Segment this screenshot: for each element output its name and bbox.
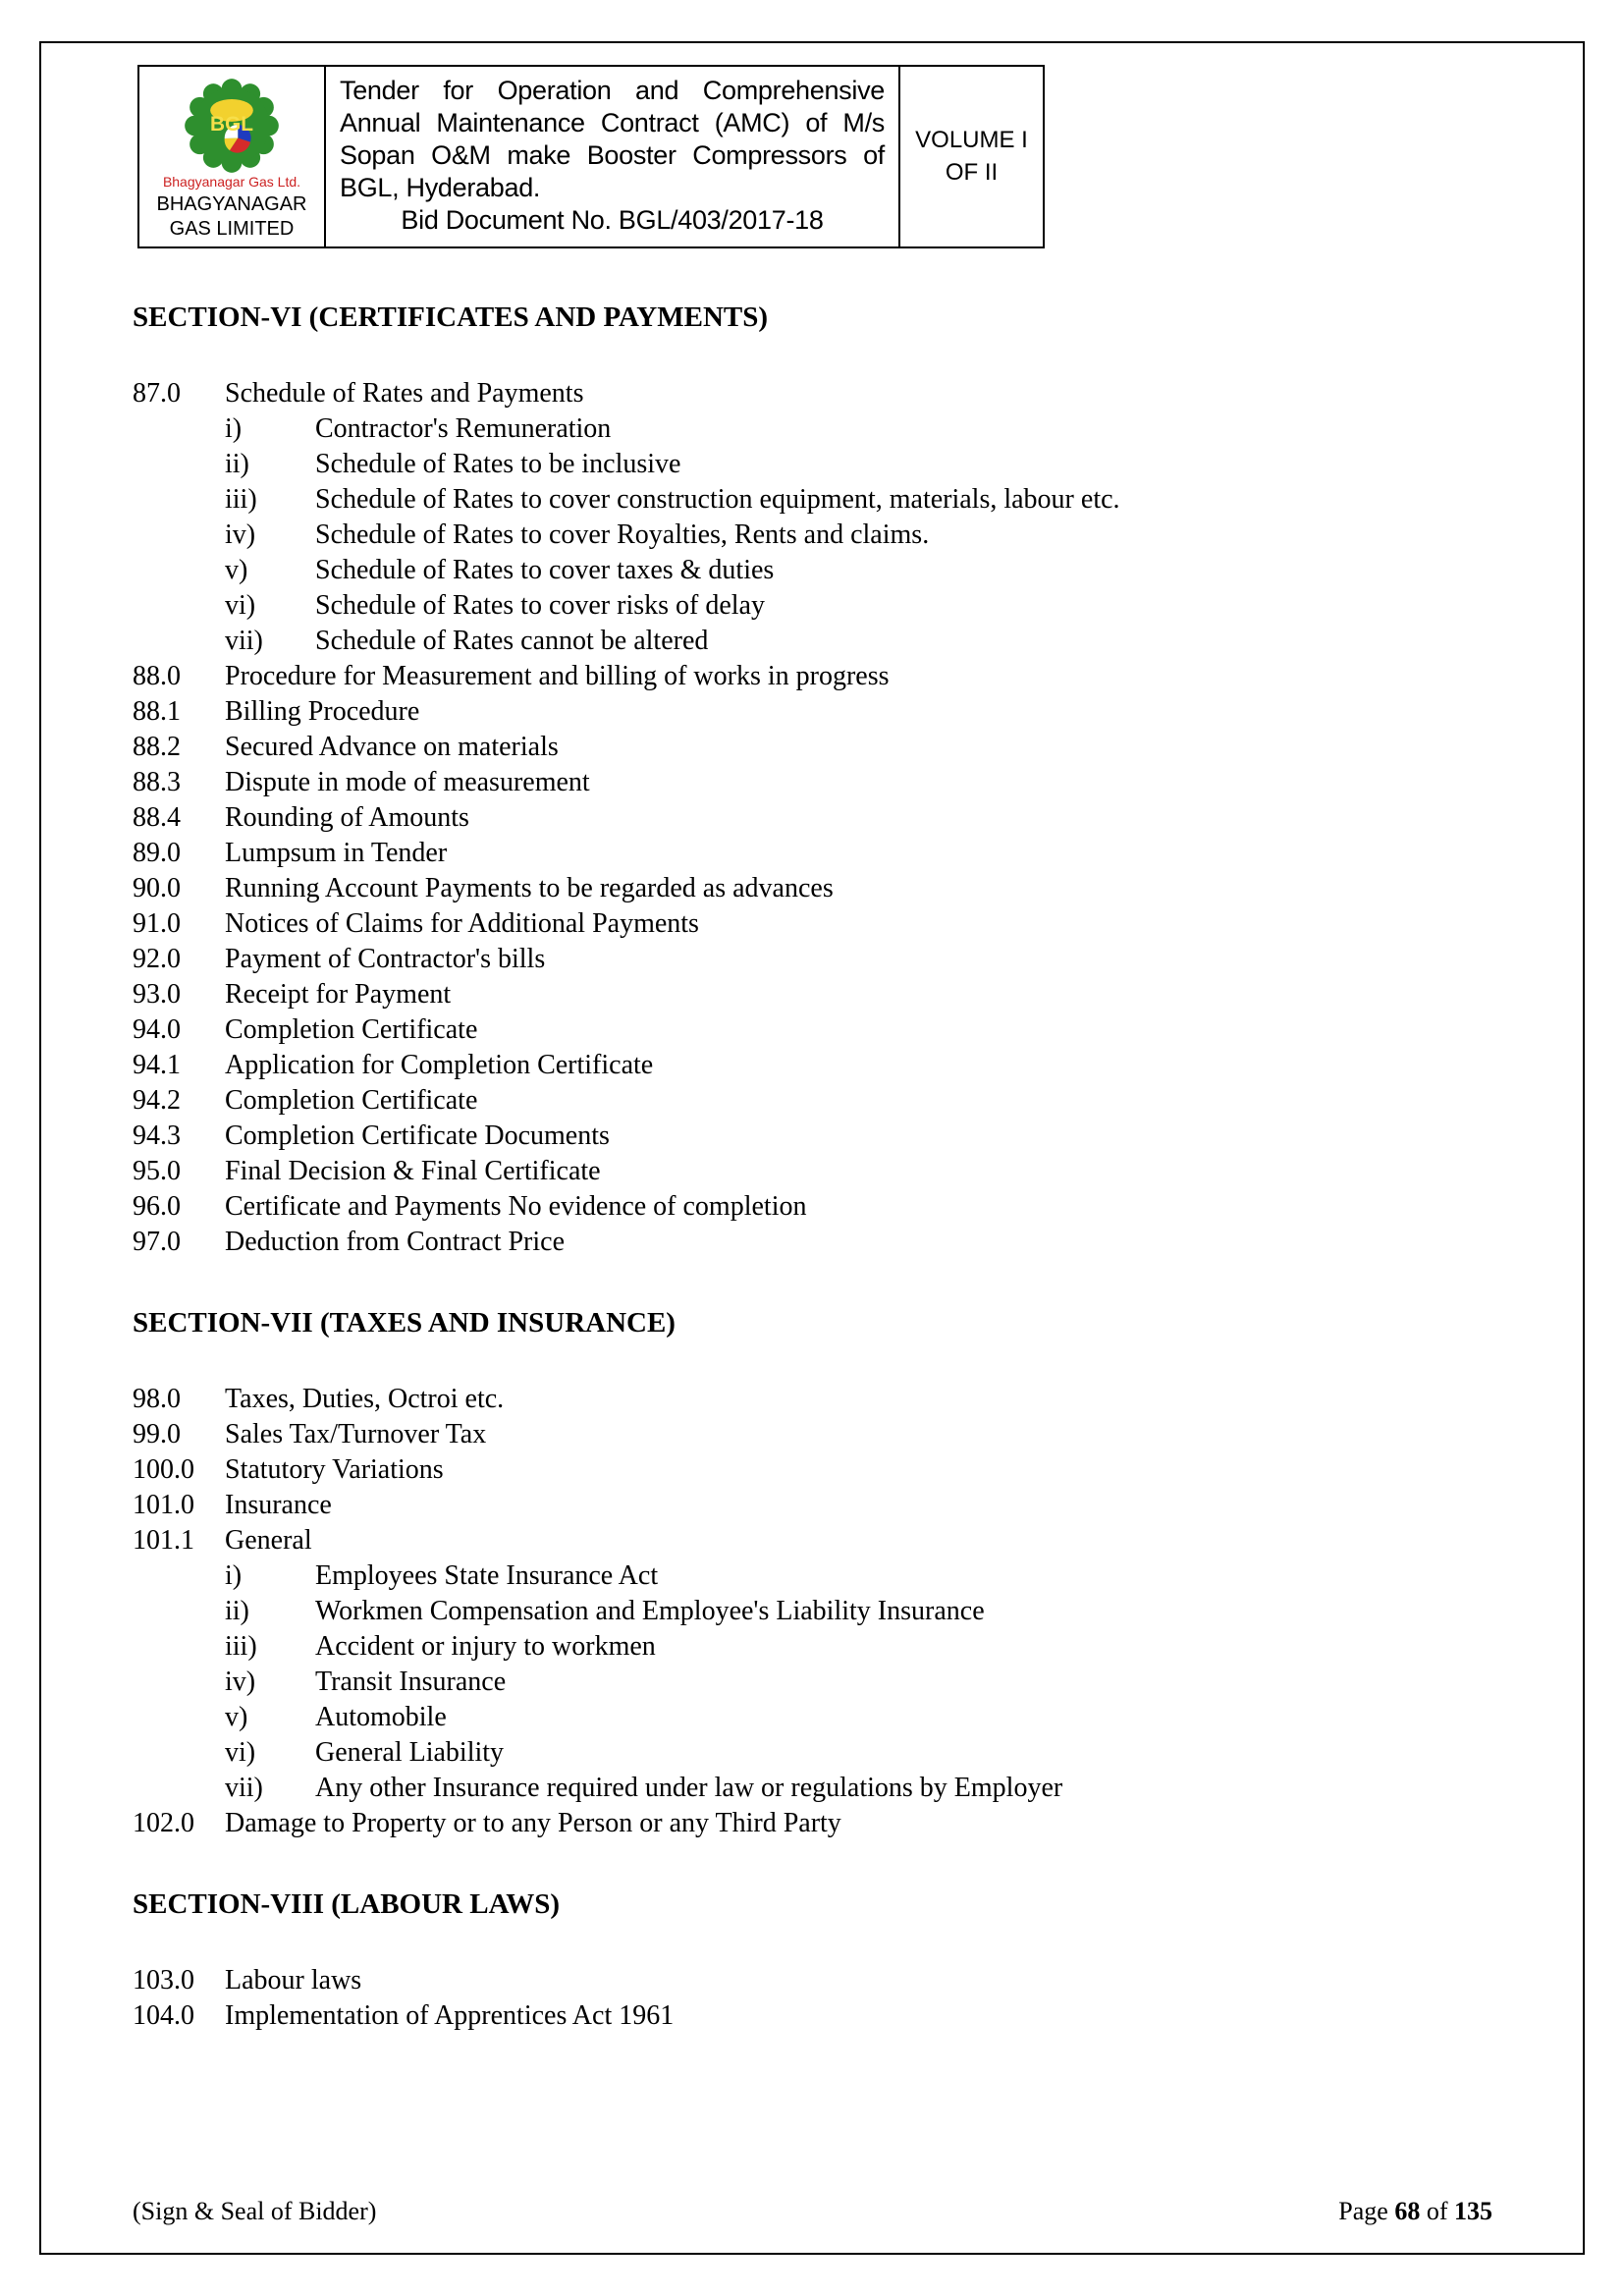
toc-subitem bbox=[133, 482, 1492, 518]
item-number: 88.1 bbox=[133, 696, 181, 728]
item-number: 94.2 bbox=[133, 1085, 181, 1117]
toc-item bbox=[133, 1417, 1492, 1452]
page-total: 135 bbox=[1454, 2197, 1492, 2225]
item-text: Any other Insurance required under law or regulations by Employer bbox=[315, 1773, 1063, 1804]
toc-item bbox=[133, 942, 1492, 977]
item-text: Final Decision & Final Certificate bbox=[225, 1156, 601, 1187]
item-text: Insurance bbox=[225, 1490, 332, 1521]
toc-item bbox=[133, 376, 1492, 411]
section-heading: SECTION-VI (CERTIFICATES AND PAYMENTS) bbox=[133, 301, 769, 334]
item-number: 97.0 bbox=[133, 1227, 181, 1258]
item-number: v) bbox=[225, 1702, 248, 1733]
item-number: 89.0 bbox=[133, 838, 181, 869]
item-number: v) bbox=[225, 555, 248, 586]
item-number: vi) bbox=[225, 1737, 256, 1769]
sign-seal-note: (Sign & Seal of Bidder) bbox=[133, 2197, 377, 2225]
toc-item bbox=[133, 836, 1492, 871]
item-number: ii) bbox=[225, 1596, 249, 1627]
toc-item bbox=[133, 1998, 1492, 2034]
page-number bbox=[1338, 2196, 1492, 2227]
item-text: Contractor's Remuneration bbox=[315, 413, 612, 445]
toc-subitem bbox=[133, 1771, 1492, 1806]
bid-doc-number: Bid Document No. BGL/403/2017-18 bbox=[401, 204, 824, 235]
item-text: Damage to Property or to any Person or any Third Party bbox=[225, 1808, 841, 1839]
sections bbox=[133, 254, 1492, 2034]
toc-item bbox=[133, 800, 1492, 836]
volume-cell bbox=[900, 67, 1043, 246]
item-number: iii) bbox=[225, 1631, 257, 1663]
item-number: iii) bbox=[225, 484, 257, 516]
toc-subitem bbox=[133, 1558, 1492, 1594]
logo-text: BGL bbox=[210, 113, 253, 137]
toc-item bbox=[133, 1119, 1492, 1154]
item-text: Procedure for Measurement and billing of works in progress bbox=[225, 661, 890, 692]
item-number: 96.0 bbox=[133, 1191, 181, 1223]
item-number: 99.0 bbox=[133, 1419, 181, 1450]
toc-subitem bbox=[133, 1629, 1492, 1665]
item-text: Schedule of Rates to cover risks of delay bbox=[315, 590, 765, 622]
item-number: vii) bbox=[225, 626, 263, 657]
section-heading: SECTION-VIII (LABOUR LAWS) bbox=[133, 1888, 561, 1921]
toc-item bbox=[133, 765, 1492, 800]
toc-subitem bbox=[133, 1735, 1492, 1771]
item-number: ii) bbox=[225, 449, 249, 480]
item-text: Schedule of Rates to cover taxes & duties bbox=[315, 555, 775, 586]
toc-subitem bbox=[133, 1700, 1492, 1735]
item-number: 101.1 bbox=[133, 1525, 194, 1557]
item-number: 98.0 bbox=[133, 1384, 181, 1415]
toc-subitem bbox=[133, 1665, 1492, 1700]
item-number: iv) bbox=[225, 1667, 256, 1698]
item-text: Dispute in mode of measurement bbox=[225, 767, 590, 798]
section-heading: SECTION-VII (TAXES AND INSURANCE) bbox=[133, 1307, 676, 1339]
bgl-logo-icon bbox=[181, 75, 283, 177]
item-number: 94.1 bbox=[133, 1050, 181, 1081]
item-number: i) bbox=[225, 413, 243, 445]
page-content bbox=[39, 41, 1585, 2255]
item-text: Workmen Compensation and Employee's Liability Insurance bbox=[315, 1596, 985, 1627]
item-text: Running Account Payments to be regarded as advances bbox=[225, 873, 834, 904]
item-number: 87.0 bbox=[133, 378, 181, 410]
toc-item bbox=[133, 871, 1492, 906]
toc-item bbox=[133, 1083, 1492, 1119]
toc-item bbox=[133, 694, 1492, 730]
item-number: i) bbox=[225, 1560, 243, 1592]
toc-subitem bbox=[133, 588, 1492, 624]
item-text: General Liability bbox=[315, 1737, 505, 1769]
item-number: 88.0 bbox=[133, 661, 181, 692]
item-number: 101.0 bbox=[133, 1490, 194, 1521]
item-text: Completion Certificate bbox=[225, 1014, 478, 1046]
item-text: Rounding of Amounts bbox=[225, 802, 469, 834]
item-text: Deduction from Contract Price bbox=[225, 1227, 566, 1258]
toc-item bbox=[133, 1225, 1492, 1260]
toc-subitem bbox=[133, 518, 1492, 553]
of-word: of bbox=[1420, 2197, 1454, 2225]
logo-cell bbox=[139, 67, 326, 246]
item-text: Automobile bbox=[315, 1702, 447, 1733]
item-number: 93.0 bbox=[133, 979, 181, 1011]
item-number: 88.3 bbox=[133, 767, 181, 798]
item-text: General bbox=[225, 1525, 312, 1557]
document-footer bbox=[133, 2196, 1492, 2227]
item-text: Transit Insurance bbox=[315, 1667, 507, 1698]
org-name: BHAGYANAGAR GAS LIMITED bbox=[156, 193, 307, 240]
item-text: Completion Certificate Documents bbox=[225, 1121, 610, 1152]
toc-item bbox=[133, 977, 1492, 1012]
item-number: 88.4 bbox=[133, 802, 181, 834]
tender-title: Tender for Operation and Comprehensive Annual Maintenance Contract (AMC) of M/s Sopan O&M make Booster Compressors of BGL, Hyderabad. bbox=[340, 76, 885, 202]
toc-item bbox=[133, 659, 1492, 694]
toc-item bbox=[133, 1452, 1492, 1488]
item-number: 95.0 bbox=[133, 1156, 181, 1187]
item-text: Accident or injury to workmen bbox=[315, 1631, 656, 1663]
toc-subitem bbox=[133, 447, 1492, 482]
page-current: 68 bbox=[1394, 2197, 1421, 2225]
toc-item bbox=[133, 1963, 1492, 1998]
item-text: Taxes, Duties, Octroi etc. bbox=[225, 1384, 505, 1415]
item-text: Labour laws bbox=[225, 1965, 362, 1996]
toc-item bbox=[133, 1523, 1492, 1558]
toc-item bbox=[133, 1806, 1492, 1841]
item-text: Payment of Contractor's bills bbox=[225, 944, 546, 975]
toc-item bbox=[133, 730, 1492, 765]
toc-item bbox=[133, 1154, 1492, 1189]
item-text: Lumpsum in Tender bbox=[225, 838, 448, 869]
toc-item bbox=[133, 1048, 1492, 1083]
toc-subitem bbox=[133, 553, 1492, 588]
item-text: Implementation of Apprentices Act 1961 bbox=[225, 2000, 675, 2032]
toc-subitem bbox=[133, 1594, 1492, 1629]
toc-item bbox=[133, 906, 1492, 942]
toc-subitem bbox=[133, 624, 1492, 659]
item-text: Application for Completion Certificate bbox=[225, 1050, 654, 1081]
item-number: iv) bbox=[225, 519, 256, 551]
item-text: Receipt for Payment bbox=[225, 979, 452, 1011]
item-number: 88.2 bbox=[133, 732, 181, 763]
item-text: Employees State Insurance Act bbox=[315, 1560, 659, 1592]
toc-item bbox=[133, 1488, 1492, 1523]
item-text: Sales Tax/Turnover Tax bbox=[225, 1419, 487, 1450]
toc-subitem bbox=[133, 411, 1492, 447]
volume-line2: OF II bbox=[945, 158, 999, 186]
item-number: 102.0 bbox=[133, 1808, 194, 1839]
toc-item bbox=[133, 1382, 1492, 1417]
item-text: Secured Advance on materials bbox=[225, 732, 559, 763]
item-number: 103.0 bbox=[133, 1965, 194, 1996]
page-word: Page bbox=[1338, 2197, 1395, 2225]
item-number: 104.0 bbox=[133, 2000, 194, 2032]
item-text: Schedule of Rates to be inclusive bbox=[315, 449, 681, 480]
toc-item bbox=[133, 1189, 1492, 1225]
item-text: Billing Procedure bbox=[225, 696, 420, 728]
logo-subtext: Bhagyanagar Gas Ltd. bbox=[162, 174, 301, 190]
item-text: Schedule of Rates and Payments bbox=[225, 378, 584, 410]
item-number: 92.0 bbox=[133, 944, 181, 975]
item-text: Completion Certificate bbox=[225, 1085, 478, 1117]
toc-item bbox=[133, 1012, 1492, 1048]
item-number: vi) bbox=[225, 590, 256, 622]
document-header bbox=[137, 65, 1045, 248]
item-text: Notices of Claims for Additional Payments bbox=[225, 908, 699, 940]
item-number: vii) bbox=[225, 1773, 263, 1804]
item-text: Schedule of Rates cannot be altered bbox=[315, 626, 709, 657]
item-number: 94.0 bbox=[133, 1014, 181, 1046]
item-number: 91.0 bbox=[133, 908, 181, 940]
volume-line1: VOLUME I bbox=[915, 127, 1028, 154]
item-number: 94.3 bbox=[133, 1121, 181, 1152]
item-text: Statutory Variations bbox=[225, 1454, 444, 1486]
title-cell bbox=[326, 67, 900, 246]
item-number: 90.0 bbox=[133, 873, 181, 904]
item-text: Schedule of Rates to cover Royalties, Rents and claims. bbox=[315, 519, 930, 551]
item-text: Certificate and Payments No evidence of completion bbox=[225, 1191, 807, 1223]
item-number: 100.0 bbox=[133, 1454, 194, 1486]
item-text: Schedule of Rates to cover construction equipment, materials, labour etc. bbox=[315, 484, 1120, 516]
